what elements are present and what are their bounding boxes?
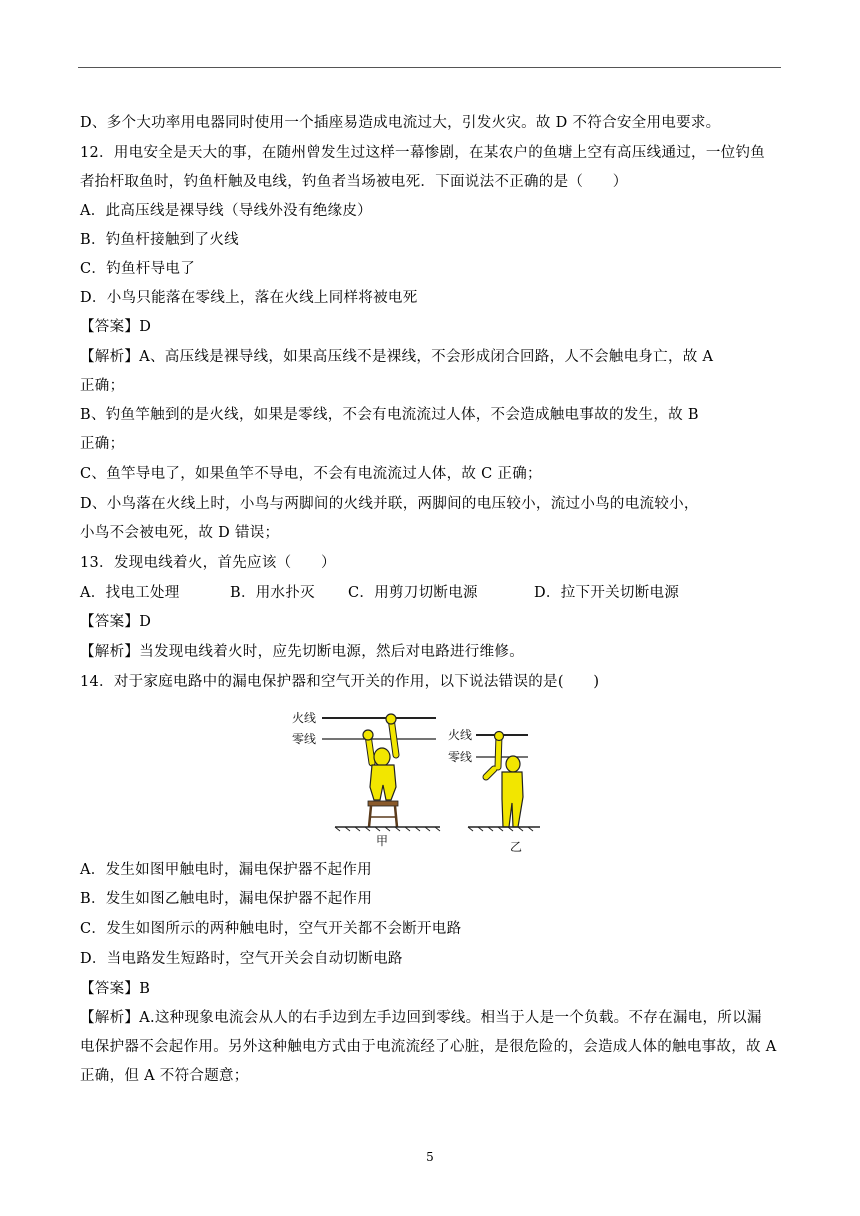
page-number: 5 [426, 1150, 434, 1164]
answer: 【答案】B [80, 981, 151, 997]
q13-option-a: A．找电工处理 [80, 585, 180, 601]
fire-wire-label-left: 火线 [292, 711, 317, 725]
q13-option-b: B．用水扑灭 [230, 585, 315, 601]
option-a: A．此高压线是裸导线（导线外没有绝缘皮） [80, 203, 372, 219]
question-12-stem-cont: 者抬杆取鱼时，钓鱼杆触及电线，钓鱼者当场被电死．下面说法不正确的是（ ） [80, 174, 628, 190]
figure-label-jia: 甲 [375, 834, 389, 848]
header-rule [78, 67, 781, 68]
option-d: D．当电路发生短路时，空气开关会自动切断电路 [80, 951, 403, 967]
stool-icon [368, 801, 398, 827]
analysis-line: 正确； [80, 436, 125, 452]
option-a: A．发生如图甲触电时，漏电保护器不起作用 [80, 862, 372, 878]
electric-shock-figure [290, 705, 550, 855]
option-d: D．小鸟只能落在零线上，落在火线上同样将被电死 [80, 290, 418, 306]
question-12-stem: 12．用电安全是天大的事，在随州曾发生过这样一幕惨剧，在某农户的鱼塘上空有高压线通过，一位钓鱼 [80, 145, 766, 161]
q13-option-d: D．拉下开关切断电源 [534, 585, 680, 601]
analysis-line: 【解析】A、高压线是裸导线，如果高压线不是裸线，不会形成闭合回路，人不会触电身亡，故 A [80, 349, 714, 365]
analysis-line: 小鸟不会被电死，故 D 错误； [80, 525, 280, 541]
neutral-wire-label-right: 零线 [448, 750, 473, 764]
figure-label-yi: 乙 [509, 840, 523, 854]
option-c: C．钓鱼杆导电了 [80, 261, 195, 277]
option-b: B．钓鱼杆接触到了火线 [80, 232, 239, 248]
answer: 【答案】D [80, 319, 152, 335]
analysis-line: C、鱼竿导电了，如果鱼竿不导电，不会有电流流过人体，故 C 正确； [80, 466, 542, 482]
fire-wire-label-right: 火线 [448, 728, 473, 742]
analysis-line: 【解析】A.这种现象电流会从人的右手边到左手边回到零线。相当于人是一个负载。不存在漏电，所以漏 [80, 1010, 762, 1026]
analysis-line: D、小鸟落在火线上时，小鸟与两脚间的火线并联，两脚间的电压较小，流过小鸟的电流较小， [80, 496, 699, 512]
analysis-line: 【解析】当发现电线着火时，应先切断电源，然后对电路进行维修。 [80, 644, 524, 660]
question-13-stem: 13．发现电线着火，首先应该（ ） [80, 555, 336, 571]
question-14-stem: 14．对于家庭电路中的漏电保护器和空气开关的作用，以下说法错误的是( ) [80, 674, 600, 690]
neutral-wire-label-left: 零线 [292, 732, 317, 746]
q13-option-c: C．用剪刀切断电源 [348, 585, 478, 601]
analysis-line: 正确，但 A 不符合题意； [80, 1068, 249, 1084]
text-line: D、多个大功率用电器同时使用一个插座易造成电流过大，引发火灾。故 D 不符合安全用电要求。 [80, 115, 721, 131]
question-13-options [80, 583, 679, 603]
person-right-icon [486, 732, 523, 828]
analysis-line: 电保护器不会起作用。另外这种触电方式由于电流流经了心脏，是很危险的，会造成人体的触电事故，故 A [80, 1039, 777, 1055]
analysis-line: B、钓鱼竿触到的是火线，如果是零线，不会有电流流过人体，不会造成触电事故的发生，故 B [80, 407, 699, 423]
option-b: B．发生如图乙触电时，漏电保护器不起作用 [80, 891, 373, 907]
answer: 【答案】D [80, 614, 152, 630]
person-left-icon [363, 714, 396, 800]
analysis-line: 正确； [80, 378, 125, 394]
option-c: C．发生如图所示的两种触电时，空气开关都不会断开电路 [80, 921, 462, 937]
